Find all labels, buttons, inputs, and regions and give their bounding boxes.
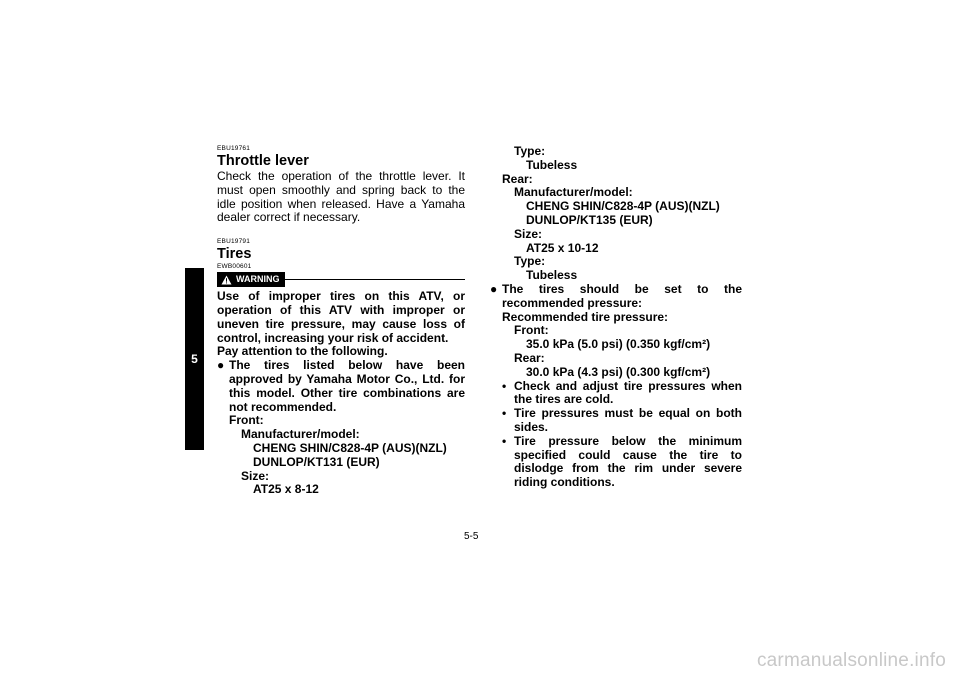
rear-size-value: AT25 x 10-12 [526,240,599,255]
rear-model-1: CHENG SHIN/C828-4P (AUS)(NZL) [526,199,720,214]
front-pressure-label: Front: [514,323,549,338]
right-column [490,145,742,490]
warning-label: WARNING [236,273,280,284]
front-size-value: AT25 x 8-12 [253,482,319,497]
rear-type-value: Tubeless [526,268,578,283]
tires-section-code: EBU19791 [217,238,251,246]
sub-bullet-icon: • [502,406,507,421]
recommended-pressure-label: Recommended tire pressure: [502,309,669,324]
rear-size-label: Size: [514,226,543,241]
left-column [217,145,465,497]
watermark-text: carmanualsonline.info [756,650,946,671]
rear-label: Rear: [502,171,533,186]
bullet-dot-icon: ● [490,281,498,296]
warning-text: Use of improper tires on this ATV, or operation of this ATV with improper or uneven tire pressure, may cause loss of control, increasing your risk of accident. [217,289,465,345]
warning-rule [285,279,466,280]
warning-triangle-icon [221,275,232,285]
sub-bullet-minimum [490,435,742,490]
front-size-label: Size: [241,468,270,483]
front-type-value: Tubeless [526,157,578,172]
warning-header [217,272,465,287]
rear-manufacturer-label: Manufacturer/model: [514,185,633,200]
warning-badge [217,272,285,287]
sub-bullet-equal [490,407,742,435]
throttle-paragraph: Check the operation of the throttle lever. It must open smoothly and spring back to the idle position when released. Have a Yamaha dealer correct if necessary. [217,169,465,225]
chapter-tab-label: 5 [191,352,198,366]
rear-type-label: Type: [514,254,546,269]
bullet-recommended-pressure-text: The tires should be set to the recommended pressure: [502,281,742,310]
bullet-recommended-pressure [490,283,742,311]
front-pressure-value: 35.0 kPa (5.0 psi) (0.350 kgf/cm²) [526,337,711,352]
sub-bullet-cold-text: Check and adjust tire pressures when the tires are cold. [514,378,742,407]
bullet-approved-tires-text: The tires listed below have been approved by Yamaha Motor Co., Ltd. for this model. Other tire combinations are not recommended. [229,358,465,414]
sub-bullet-icon: • [502,433,507,448]
bullet-approved-tires [217,359,465,414]
front-label: Front: [229,413,264,428]
warning-code: EWB00601 [217,263,252,271]
front-model-2: DUNLOP/KT131 (EUR) [253,454,380,469]
front-manufacturer-label: Manufacturer/model: [241,427,360,442]
sub-bullet-cold [490,380,742,408]
rear-pressure-label: Rear: [514,350,545,365]
sub-bullet-minimum-text: Tire pressure below the minimum specified could cause the tire to dislodge from the rim under severe riding conditions. [514,433,742,490]
throttle-heading: Throttle lever [217,153,309,169]
tires-heading: Tires [217,246,252,263]
throttle-section-code: EBU19761 [217,145,251,152]
bullet-dot-icon: ● [217,358,225,373]
sub-bullet-equal-text: Tire pressures must be equal on both sides. [514,406,742,434]
attention-text: Pay attention to the following. [217,344,388,359]
page-number: 5-5 [464,531,479,542]
sub-bullet-icon: • [502,378,507,393]
rear-model-2: DUNLOP/KT135 (EUR) [526,212,653,227]
front-model-1: CHENG SHIN/C828-4P (AUS)(NZL) [253,440,447,455]
front-type-label: Type: [514,144,546,158]
chapter-tab [185,268,204,450]
rear-pressure-value: 30.0 kPa (4.3 psi) (0.300 kgf/cm²) [526,364,711,379]
